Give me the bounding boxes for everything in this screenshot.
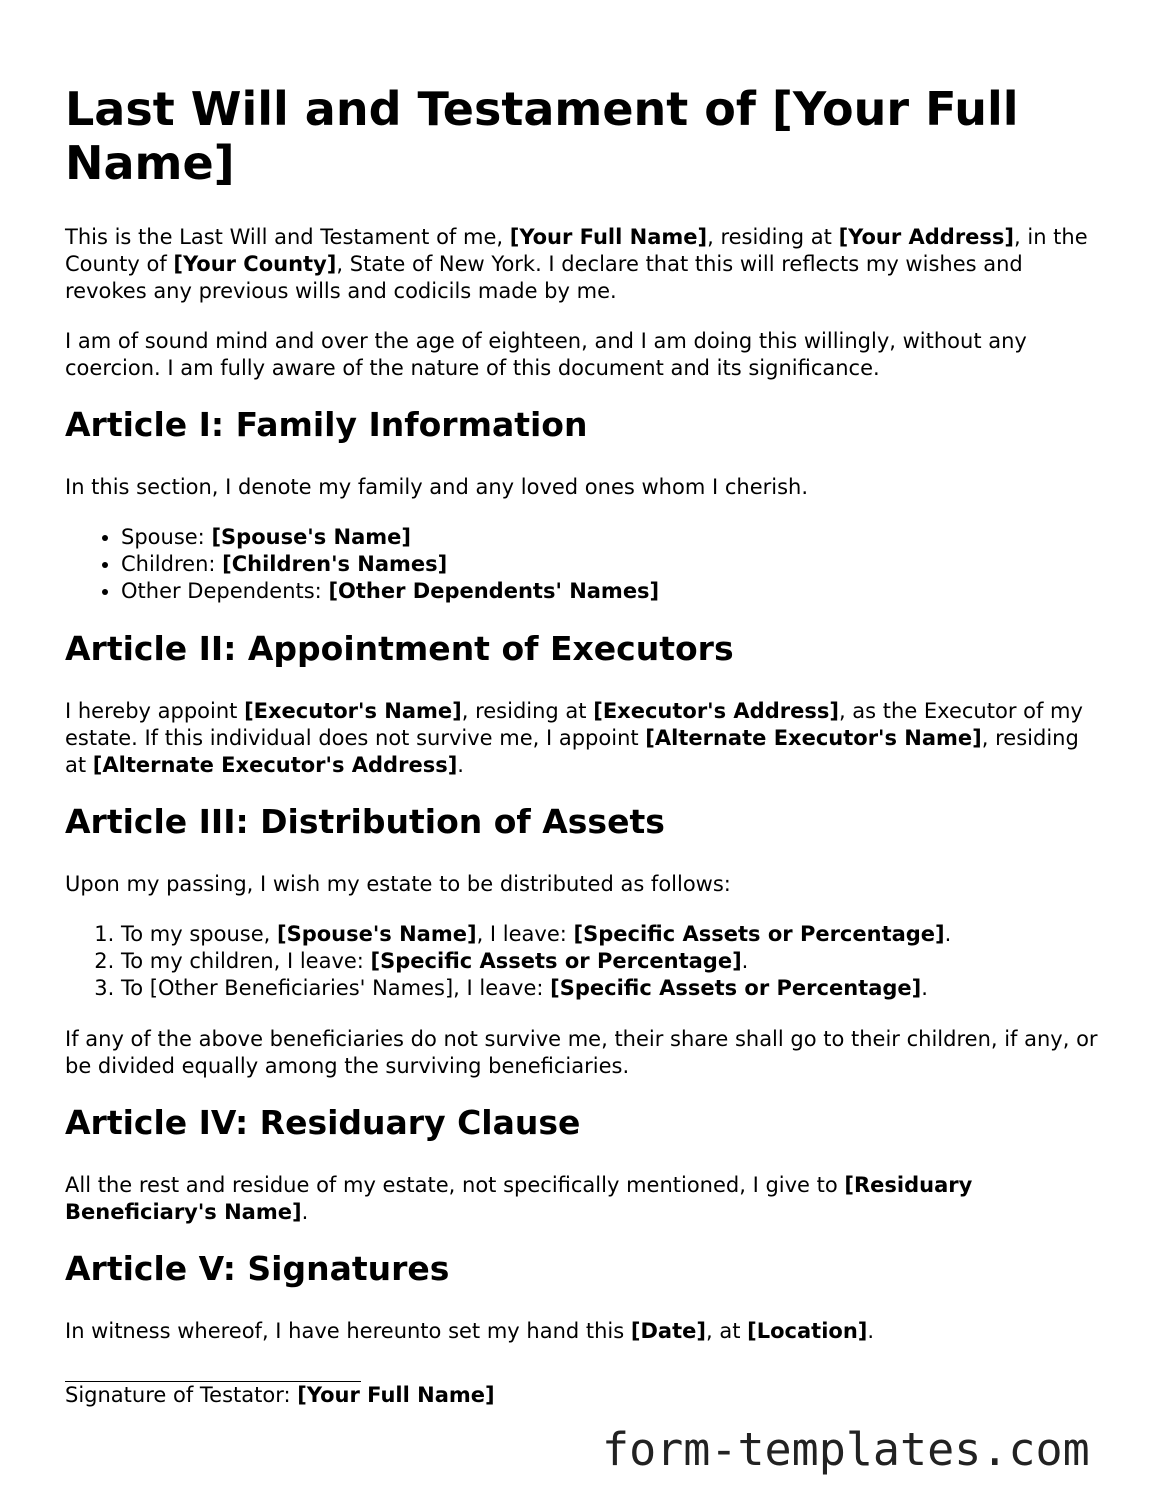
list-item: 3. To [Other Beneficiaries' Names], I leave: [Specific Assets or Percentage]. (121, 975, 1105, 1002)
list-item: • Spouse: [Spouse's Name] (121, 524, 1105, 551)
article-2-heading: Article II: Appointment of Executors (65, 629, 734, 668)
article-5-heading: Article V: Signatures (65, 1249, 450, 1288)
watermark: form-templates.com (602, 1423, 1090, 1476)
document-page (65, 82, 1105, 1432)
list-item: • Children: [Children's Names] (121, 551, 1105, 578)
list-item: • Other Dependents: [Other Dependents' Names] (121, 578, 1105, 605)
list-item: 1. To my spouse, [Spouse's Name], I leave: [Specific Assets or Percentage]. (121, 921, 1105, 948)
distribution-list (65, 921, 1105, 1002)
article-3-text: Upon my passing, I wish my estate to be distributed as follows: (65, 872, 731, 896)
county-placeholder: [Your County] (173, 252, 337, 276)
testator-name-placeholder: [Your Full Name] (509, 225, 708, 249)
article-3-heading: Article III: Distribution of Assets (65, 802, 665, 841)
address-placeholder: [Your Address] (838, 225, 1015, 249)
family-list (65, 524, 1105, 605)
list-item: 2. To my children, I leave: [Specific Assets or Percentage]. (121, 948, 1105, 975)
intro-paragraph-2: I am of sound mind and over the age of eighteen, and I am doing this willingly, without any coercion. I am fully aware of the nature of this document and its significance. (65, 329, 1027, 380)
article-1-text: In this section, I denote my family and any loved ones whom I cherish. (65, 475, 809, 499)
signature-caption: Signature of Testator: [Your Full Name] (65, 1383, 495, 1407)
article-5-text: In witness whereof, I have hereunto set my hand this [Date], at [Location]. (65, 1319, 875, 1343)
intro-paragraph-1: This is the Last Will and Testament of me, [Your Full Name], residing at [Your Address], in the County of [Your County], State of New York. I declare that this will reflects my wishes and revokes any previous wills and codicils made by me. (65, 225, 1088, 303)
article-2-text: I hereby appoint [Executor's Name], residing at [Executor's Address], as the Executor of my estate. If this individual does not survive me, I appoint [Alternate Executor's Name], residing at [Alternate Executor's Address]. (65, 699, 1083, 777)
article-4-heading: Article IV: Residuary Clause (65, 1103, 581, 1142)
article-4-text: All the rest and residue of my estate, not specifically mentioned, I give to [Residuary Beneficiary's Name]. (65, 1173, 973, 1224)
article-3-closing: If any of the above beneficiaries do not survive me, their share shall go to their children, if any, or be divided equally among the surviving beneficiaries. (65, 1027, 1098, 1078)
article-1-heading: Article I: Family Information (65, 405, 588, 444)
document-title: Last Will and Testament of [Your Full Name] (65, 82, 1019, 190)
